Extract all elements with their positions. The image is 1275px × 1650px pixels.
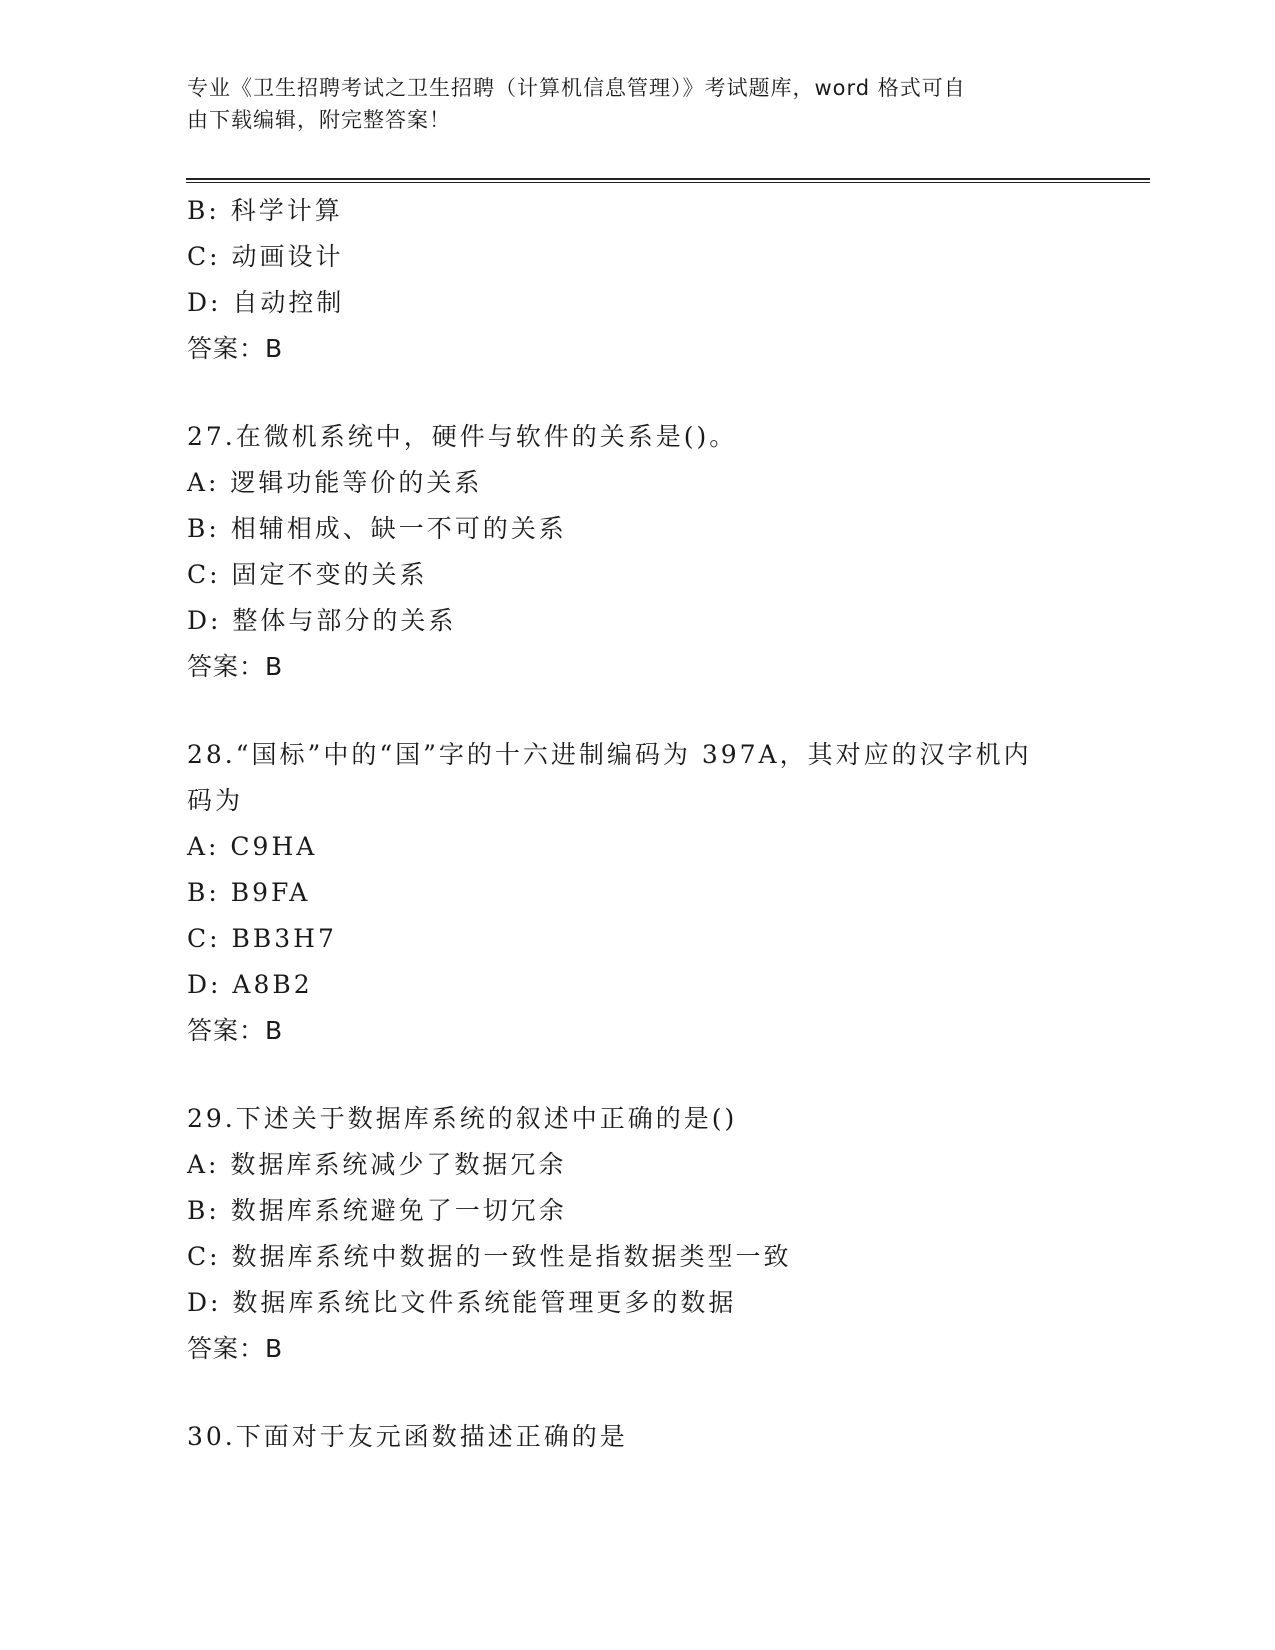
question-text-continued: 码为 — [187, 786, 244, 815]
option-b: B: 科学计算 — [187, 196, 343, 225]
question-list — [187, 188, 1147, 1460]
question-text: 29.下述关于数据库系统的叙述中正确的是() — [187, 1104, 738, 1133]
option-a: A: C9HA — [187, 832, 318, 861]
document-header — [187, 72, 1067, 136]
answer-line: 答案：B — [187, 1016, 284, 1045]
option-d: D: A8B2 — [187, 970, 313, 999]
option-a: A: 逻辑功能等价的关系 — [187, 468, 483, 497]
option-d: D: 整体与部分的关系 — [187, 606, 457, 635]
answer-line: 答案：B — [187, 1334, 284, 1363]
option-b: B: 数据库系统避免了一切冗余 — [187, 1196, 567, 1225]
question-block-27 — [187, 414, 1147, 690]
option-a: A: 数据库系统减少了数据冗余 — [187, 1150, 567, 1179]
option-c: C: 数据库系统中数据的一致性是指数据类型一致 — [187, 1242, 792, 1271]
option-c: C: BB3H7 — [187, 924, 337, 953]
option-b: B: B9FA — [187, 878, 311, 907]
question-block-28 — [187, 732, 1147, 1054]
header-divider — [186, 178, 1150, 180]
question-block-30 — [187, 1414, 1147, 1460]
answer-line: 答案：B — [187, 334, 284, 363]
header-line-2: 由下载编辑，附完整答案！ — [187, 108, 451, 132]
option-d: D: 数据库系统比文件系统能管理更多的数据 — [187, 1288, 737, 1317]
option-c: C: 固定不变的关系 — [187, 560, 428, 589]
question-text: 27.在微机系统中，硬件与软件的关系是()。 — [187, 422, 738, 451]
question-text: 28.“国标”中的“国”字的十六进制编码为 397A，其对应的汉字机内 — [187, 740, 1032, 769]
option-d: D: 自动控制 — [187, 288, 345, 317]
answer-line: 答案：B — [187, 652, 284, 681]
question-block-29 — [187, 1096, 1147, 1372]
header-divider-thin — [186, 182, 1150, 183]
question-text: 30.下面对于友元函数描述正确的是 — [187, 1422, 628, 1451]
question-block-26 — [187, 188, 1147, 372]
option-c: C: 动画设计 — [187, 242, 344, 271]
option-b: B: 相辅相成、缺一不可的关系 — [187, 514, 567, 543]
header-line-1: 专业《卫生招聘考试之卫生招聘（计算机信息管理）》考试题库，word 格式可自 — [187, 76, 966, 100]
